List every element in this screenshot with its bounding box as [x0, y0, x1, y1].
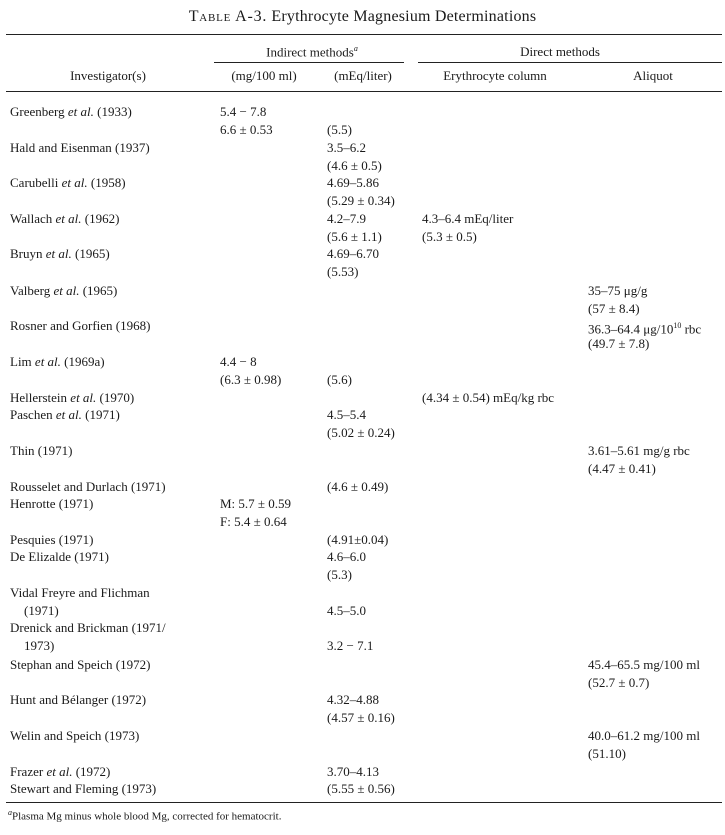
aliquot-cell: (4.47 ± 0.41): [588, 461, 656, 476]
meq-per-liter-cell: 4.69–5.86: [327, 175, 379, 190]
aliquot-value: 36.3–64.4 μg/10: [588, 321, 674, 337]
aliquot-cell: (52.7 ± 0.7): [588, 675, 650, 690]
investigator-cell: Stewart and Fleming (1973): [10, 781, 157, 796]
table-caption: Erythrocyte Magnesium Determinations: [271, 8, 537, 25]
meq-per-liter-cell: 3.70–4.13: [327, 764, 379, 779]
investigator-cell: Rousselet and Durlach (1971): [10, 479, 166, 494]
investigator-cell: Carubelli et al. (1958): [10, 175, 126, 190]
table-row: [0, 513, 725, 530]
table-row: [0, 317, 725, 337]
header-direct-methods: Direct methods: [520, 44, 600, 59]
meq-per-liter-cell: 4.5–5.4: [327, 407, 366, 422]
meq-per-liter-cell: (4.57 ± 0.16): [327, 710, 395, 725]
meq-per-liter-cell: (4.6 ± 0.5): [327, 158, 382, 173]
table-row: [0, 763, 725, 780]
investigator-cell: Thin (1971): [10, 443, 73, 458]
investigator-cell: De Elizalde (1971): [10, 549, 109, 564]
mg-per-100ml-cell: (6.3 ± 0.98): [220, 372, 282, 387]
aliquot-unit: rbc: [681, 321, 702, 337]
meq-per-liter-cell: (5.5): [327, 122, 352, 137]
table-row: [0, 424, 725, 441]
investigator-cell: Welin and Speich (1973): [10, 728, 140, 743]
mg-per-100ml-cell: F: 5.4 ± 0.64: [220, 514, 287, 529]
table-row: [0, 745, 725, 762]
header-investigator: Investigator(s): [70, 68, 146, 83]
table-row: [0, 478, 725, 495]
table-row: [0, 619, 725, 636]
table-row: [0, 174, 725, 191]
aliquot-cell: 35–75 μg/g: [588, 283, 648, 298]
mg-per-100ml-cell: 5.4 − 7.8: [220, 104, 267, 119]
meq-per-liter-cell: 4.5–5.0: [327, 603, 366, 618]
meq-per-liter-cell: (4.6 ± 0.49): [327, 479, 389, 494]
investigator-cell: (1971): [24, 603, 59, 618]
investigator-cell: Paschen et al. (1971): [10, 407, 120, 422]
table-row: [0, 674, 725, 691]
meq-per-liter-cell: (5.3): [327, 567, 352, 582]
bottom-rule: [6, 802, 722, 803]
table-row: [0, 656, 725, 673]
investigator-cell: Rosner and Gorfien (1968): [10, 318, 151, 333]
table-row: [0, 709, 725, 726]
table-title: [0, 8, 725, 26]
meq-per-liter-cell: 3.2 − 7.1: [327, 638, 374, 653]
header-erythrocyte-column: Erythrocyte column: [443, 68, 547, 83]
table-row: [0, 103, 725, 120]
investigator-cell: Hald and Eisenman (1937): [10, 140, 150, 155]
table-row: [0, 691, 725, 708]
table-row: [0, 282, 725, 299]
table-row: [0, 602, 725, 619]
investigator-cell: Vidal Freyre and Flichman: [10, 585, 150, 600]
meq-per-liter-cell: 3.5–6.2: [327, 140, 366, 155]
meq-per-liter-cell: (5.6): [327, 372, 352, 387]
table-row: [0, 139, 725, 156]
table-row: [0, 780, 725, 797]
aliquot-exponent: 10: [673, 321, 682, 330]
aliquot-cell: 45.4–65.5 mg/100 ml: [588, 657, 700, 672]
investigator-cell: 1973): [24, 638, 55, 653]
table-number: Table A-3.: [188, 8, 268, 25]
meq-per-liter-cell: 4.2–7.9: [327, 211, 366, 226]
mg-per-100ml-cell: M: 5.7 ± 0.59: [220, 496, 292, 511]
aliquot-cell: 40.0–61.2 mg/100 ml: [588, 728, 700, 743]
table-row: [0, 300, 725, 317]
table-row: [0, 389, 725, 406]
table-row: [0, 460, 725, 477]
table-row: [0, 727, 725, 744]
aliquot-cell: (49.7 ± 7.8): [588, 336, 650, 351]
top-rule: [6, 34, 722, 35]
table-row: [0, 192, 725, 209]
header-meq-unit: (mEq/liter): [334, 68, 392, 83]
aliquot-cell: (57 ± 8.4): [588, 301, 640, 316]
table-row: [0, 263, 725, 280]
footnote: [8, 808, 281, 823]
direct-span-rule: [418, 62, 722, 63]
header-rule: [6, 91, 722, 92]
erythrocyte-column-cell: 4.3–6.4 mEq/liter: [422, 211, 514, 226]
table-row: [0, 121, 725, 138]
table-row: [0, 335, 725, 352]
table-row: [0, 566, 725, 583]
meq-per-liter-cell: (5.29 ± 0.34): [327, 193, 395, 208]
meq-per-liter-cell: 4.69–6.70: [327, 246, 379, 261]
meq-per-liter-cell: (5.55 ± 0.56): [327, 781, 395, 796]
investigator-cell: Wallach et al. (1962): [10, 211, 120, 226]
table-row: [0, 406, 725, 423]
mg-per-100ml-cell: 6.6 ± 0.53: [220, 122, 273, 137]
investigator-cell: Frazer et al. (1972): [10, 764, 111, 779]
meq-per-liter-cell: (4.91±0.04): [327, 532, 389, 547]
aliquot-cell: (51.10): [588, 746, 626, 761]
erythrocyte-column-cell: (5.3 ± 0.5): [422, 229, 477, 244]
mg-per-100ml-cell: 4.4 − 8: [220, 354, 257, 369]
investigator-cell: Hunt and Bélanger (1972): [10, 692, 147, 707]
header-mg-unit: (mg/100 ml): [231, 68, 297, 83]
table-row: [0, 228, 725, 245]
erythrocyte-column-cell: (4.34 ± 0.54) mEq/kg rbc: [422, 390, 555, 405]
table-row: [0, 637, 725, 654]
footnote-text: Plasma Mg minus whole blood Mg, corrected for hematocrit.: [12, 810, 282, 823]
header-aliquot: Aliquot: [633, 68, 673, 83]
table-row: [0, 495, 725, 512]
table-row: [0, 245, 725, 262]
table-row: [0, 442, 725, 459]
investigator-cell: Greenberg et al. (1933): [10, 104, 132, 119]
table-row: [0, 353, 725, 370]
table-row: [0, 531, 725, 548]
indirect-span-rule: [214, 62, 404, 63]
meq-per-liter-cell: (5.53): [327, 264, 359, 279]
investigator-cell: Stephan and Speich (1972): [10, 657, 151, 672]
footnote-mark: a: [8, 808, 12, 817]
investigator-cell: Lim et al. (1969a): [10, 354, 105, 369]
investigator-cell: Henrotte (1971): [10, 496, 94, 511]
table-row: [0, 157, 725, 174]
meq-per-liter-cell: (5.02 ± 0.24): [327, 425, 395, 440]
meq-per-liter-cell: (5.6 ± 1.1): [327, 229, 382, 244]
table-row: [0, 210, 725, 227]
investigator-cell: Hellerstein et al. (1970): [10, 390, 135, 405]
investigator-cell: Drenick and Brickman (1971/: [10, 620, 166, 635]
table-row: [0, 371, 725, 388]
meq-per-liter-cell: 4.32–4.88: [327, 692, 379, 707]
investigator-cell: Pesquies (1971): [10, 532, 94, 547]
aliquot-cell: 3.61–5.61 mg/g rbc: [588, 443, 690, 458]
header-indirect-methods: Indirect methods$^a$: [266, 44, 358, 60]
investigator-cell: Bruyn et al. (1965): [10, 246, 110, 261]
table-row: [0, 584, 725, 601]
investigator-cell: Valberg et al. (1965): [10, 283, 118, 298]
table-row: [0, 548, 725, 565]
meq-per-liter-cell: 4.6–6.0: [327, 549, 366, 564]
